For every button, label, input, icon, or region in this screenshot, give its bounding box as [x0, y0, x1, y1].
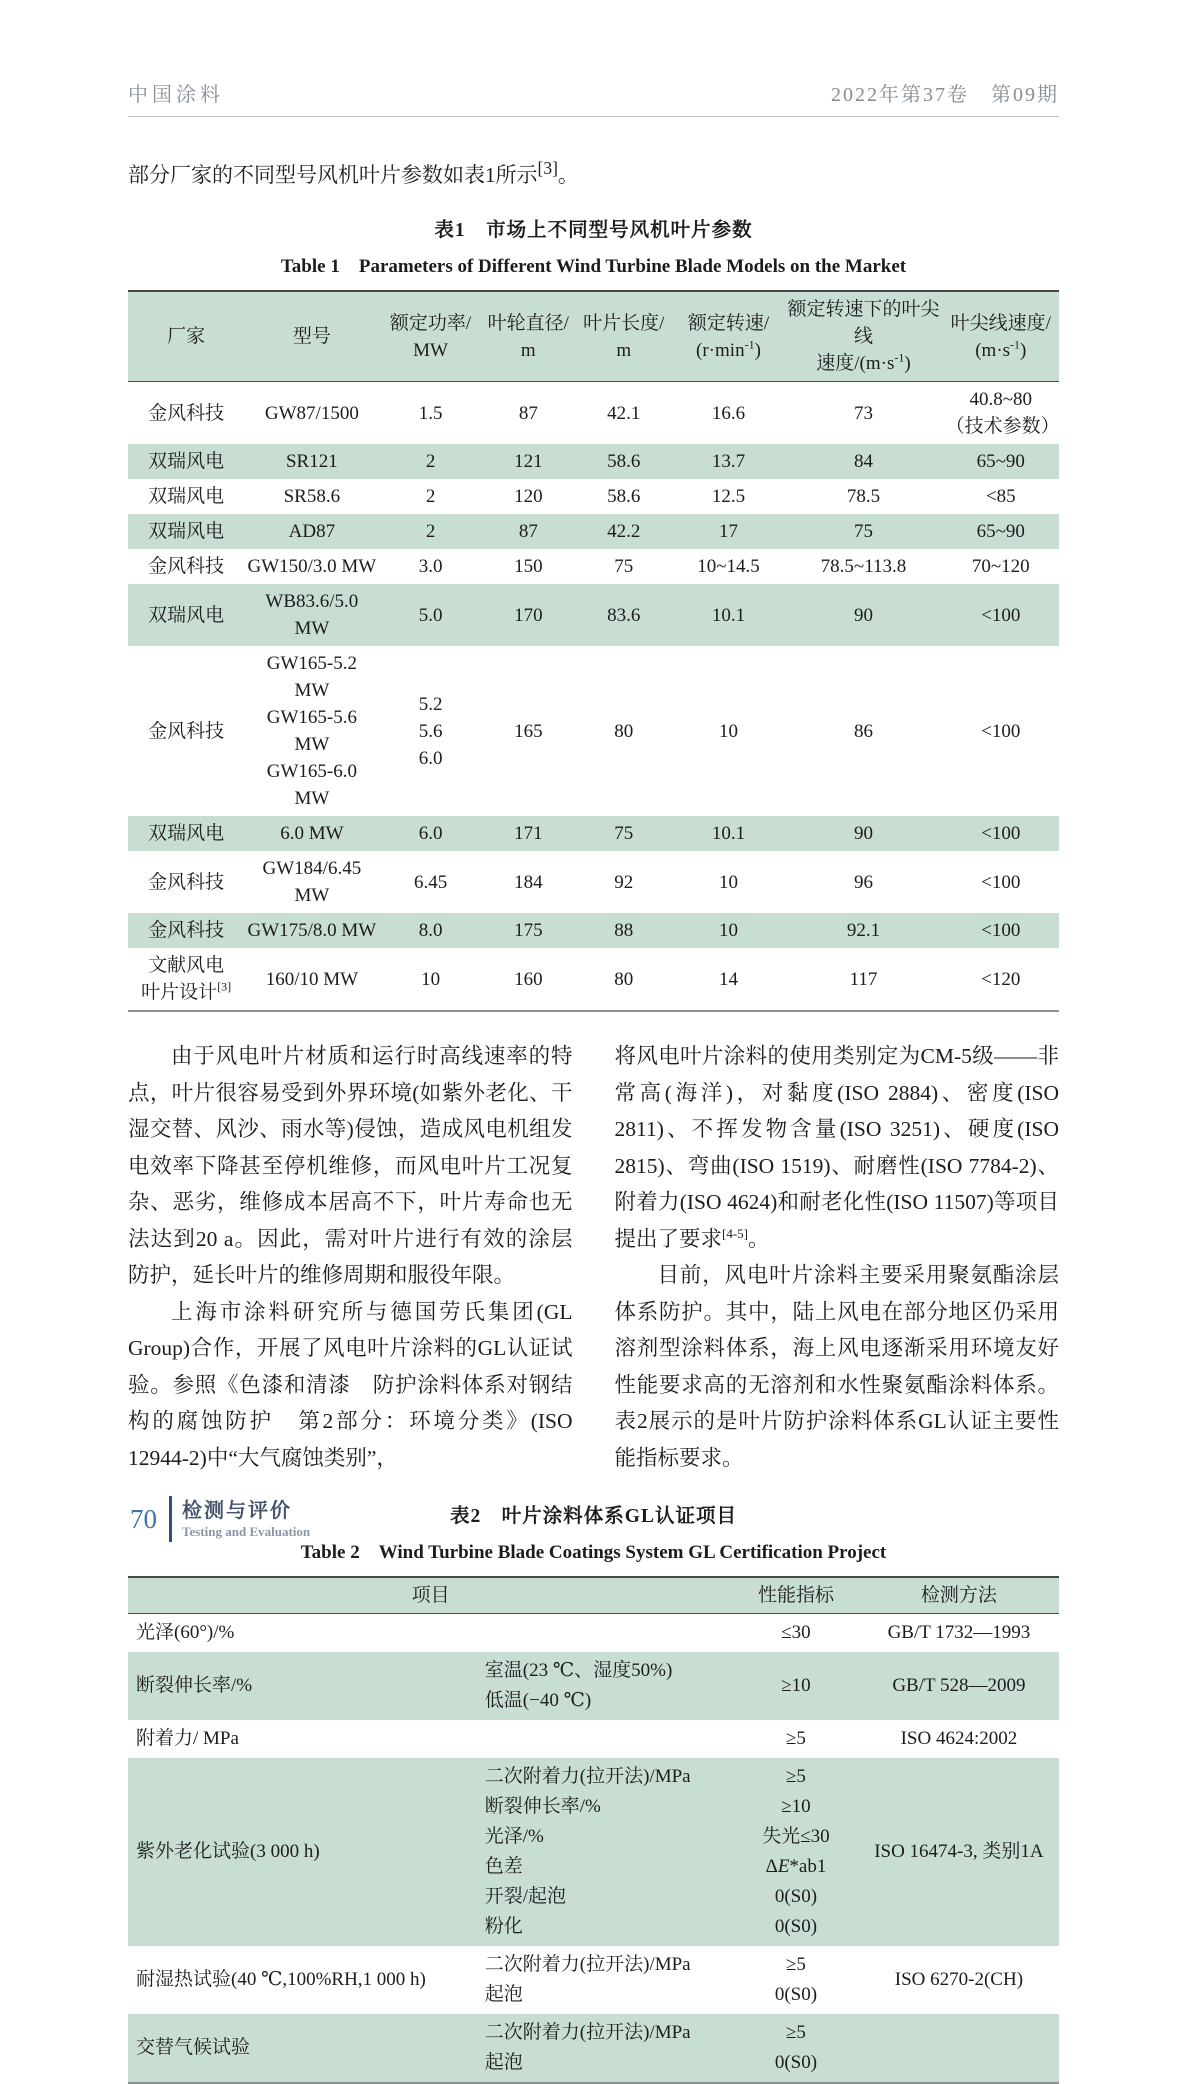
table1-cell: <100 — [981, 720, 1021, 742]
body-column-left — [128, 1038, 573, 1476]
table1-column-header: 厂家 — [167, 326, 206, 347]
table1-cell: 10 — [718, 871, 738, 893]
table1-column-header: 额定转速/ $(r\cdot\min^{-1})$ — [687, 312, 770, 361]
table2-column-header-method: 检测方法 — [920, 1585, 997, 1606]
table1-cell: GW175/8.0 MW — [247, 920, 377, 941]
table2-method-cell — [859, 2014, 1059, 2083]
table1-cell: 75 — [614, 823, 634, 844]
table1-cell: AD87 — [288, 521, 336, 542]
paragraph: 目前，风电叶片涂料主要采用聚氨酯涂层体系防护。其中，陆上风电在部分地区仍采用溶剂型涂料体系，海上风电逐渐采用环境友好性能要求高的无溶剂和水性聚氨酯涂料体系。表2展示的是叶片防护涂料体系GL认证主要性能指标要求。 — [614, 1263, 1059, 1470]
table1-cell: 6.0 — [418, 823, 443, 844]
table1-cell: 78.5 — [846, 486, 881, 507]
table1-cell: 金风科技 — [148, 920, 225, 941]
table1-cell: 16.6 — [711, 402, 746, 424]
table1-cell: 6.45 — [413, 871, 448, 893]
table1-cell: 10.1 — [711, 604, 746, 626]
table1-cell: GW150/3.0 MW — [247, 556, 377, 577]
table1-header-row — [128, 291, 1059, 382]
table1-cell: 金风科技 — [148, 720, 225, 742]
table1-row — [128, 913, 1059, 948]
table2-row — [128, 1946, 1059, 2014]
table1-cell: 88 — [614, 920, 634, 941]
table1-cell: 10~14.5 — [697, 556, 760, 577]
table1-column-header: 额定转速下的叶尖线 速度$/(m\cdot s^{-1})$ — [787, 299, 940, 374]
table1-cell: <120 — [981, 968, 1021, 990]
table1-cell: 120 — [514, 486, 543, 507]
table2 — [128, 1576, 1059, 2084]
table2-item-cell: 断裂伸长率/% — [136, 1675, 253, 1696]
table1-column-header: 叶片长度/ m — [583, 312, 665, 361]
table2-subitem-cell — [482, 1614, 733, 1653]
table1-cell: 金风科技 — [148, 871, 225, 893]
table2-caption-zh: 表2 叶片涂料体系GL认证项目 — [450, 1506, 737, 1527]
table1-cell: 双瑞风电 — [148, 604, 225, 626]
footer-divider — [169, 1496, 172, 1542]
table2-index-cell: ≥10 — [781, 1675, 811, 1696]
table1-cell: 10 — [421, 968, 441, 990]
table1-cell: 金风科技 — [148, 556, 225, 577]
table1-cell: 78.5~113.8 — [820, 556, 907, 577]
footer-section — [182, 1499, 310, 1540]
table2-item-cell: 紫外老化试验(3 000 h) — [136, 1841, 320, 1862]
table1-cell: 8.0 — [418, 920, 443, 941]
table1-cell: 双瑞风电 — [148, 486, 225, 507]
table2-subitem-cell: 二次附着力(拉开法)/MPa 断裂伸长率/% 光泽/% 色差 开裂/起泡 粉化 — [484, 1766, 691, 1937]
table1-row — [128, 479, 1059, 514]
table1-cell: 73 — [853, 402, 873, 424]
table2-row — [128, 1720, 1059, 1758]
table1-cell: 121 — [514, 451, 543, 472]
table1-cell: 75 — [853, 521, 873, 542]
table1-cell: GW184/6.45 MW — [262, 858, 362, 906]
table2-index-cell: ≥5 0(S0) — [774, 2022, 818, 2073]
table1-cell: 10 — [718, 720, 738, 742]
table1-cell: 12.5 — [711, 486, 746, 507]
intro-sentence: 部分厂家的不同型号风机叶片参数如表1所示[3]。 — [128, 158, 579, 187]
table1-cell: 17 — [718, 521, 738, 542]
table2-row — [128, 1758, 1059, 1946]
table1-cell: 42.2 — [607, 521, 641, 542]
table1-cell: 42.1 — [607, 402, 641, 424]
table2-method-cell: GB/T 528—2009 — [892, 1675, 1026, 1696]
table1-cell: 10.1 — [711, 823, 746, 844]
table1-cell: 2 — [425, 486, 436, 507]
table2-column-header-item: 项目 — [411, 1585, 450, 1606]
table1-cell: 金风科技 — [148, 402, 225, 424]
table2-method-cell: ISO 6270-2(CH) — [894, 1969, 1024, 1990]
table1-cell: 96 — [853, 871, 873, 893]
table1 — [128, 290, 1059, 1012]
paragraph: 由于风电叶片材质和运行时高线速率的特点，叶片很容易受到外界环境(如紫外老化、干湿交替、风沙、雨水等)侵蚀，造成风电机组发电效率下降甚至停机维修，而风电叶片工况复杂、恶劣，维修成本居高不下，叶片寿命也无法达到20 a。因此，需对叶片进行有效的涂层防护，延长叶片的维修周期和服役年限。 — [128, 1044, 573, 1287]
table2-row — [128, 1652, 1059, 1720]
table2-subitem-cell: 室温(23 ℃、湿度50%) 低温(−40 ℃) — [484, 1660, 673, 1711]
table2-index-cell: ≥5 ≥10 失光≤30 ΔE*ab1 0(S0) 0(S0) — [762, 1766, 830, 1937]
table1-cell: 14 — [718, 968, 738, 990]
table1-cell: 2 — [425, 451, 436, 472]
table1-cell: 5.2 5.6 6.0 — [418, 693, 443, 769]
table1-caption-en: Table 1 Parameters of Different Wind Turbine Blade Models on the Market — [280, 256, 907, 277]
paragraph: 上海市涂料研究所与德国劳氏集团(GL Group)合作，开展了风电叶片涂料的GL认证试验。参照《色漆和清漆 防护涂料体系对钢结构的腐蚀防护 第2部分：环境分类》(ISO 12944-2)中“大气腐蚀类别”， — [128, 1299, 573, 1470]
paragraph: 将风电叶片涂料的使用类别定为CM-5级——非常高(海洋)，对黏度(ISO 2884)、密度(ISO 2811)、不挥发物含量(ISO 3251)、硬度(ISO 2815)、弯曲(ISO 1519)、耐磨性(ISO 7784-2)、附着力(ISO 4624)和耐老化性(ISO 11507)等项目提出了要求[4-5]。 — [614, 1044, 1059, 1251]
table1-cell: GW165-5.2 MW GW165-5.6 MW GW165-6.0 MW — [266, 653, 357, 809]
table1-cell: SR121 — [285, 451, 338, 472]
table1-cell: 65~90 — [976, 521, 1025, 542]
table2-subitem-cell: 二次附着力(拉开法)/MPa 起泡 — [484, 1954, 691, 2005]
table2-item-cell: 附着力/ MPa — [136, 1728, 239, 1749]
table2-row — [128, 1614, 1059, 1653]
table1-cell: 65~90 — [976, 451, 1025, 472]
table1-row — [128, 514, 1059, 549]
table1-cell: 10 — [718, 920, 738, 941]
table1-cell: 171 — [514, 823, 543, 844]
table1-cell: 84 — [853, 451, 873, 472]
table1-cell: 70~120 — [971, 556, 1030, 577]
table1-cell: 90 — [853, 823, 873, 844]
body-column-right — [615, 1038, 1060, 1476]
table1-cell: 6.0 MW — [280, 823, 344, 844]
table1-cell: <85 — [985, 486, 1016, 507]
table2-method-cell: ISO 4624:2002 — [900, 1728, 1018, 1749]
page-number: 70 — [130, 1503, 157, 1534]
table1-cell: 150 — [514, 556, 543, 577]
table1-cell: 165 — [514, 720, 543, 742]
table1-cell: 92.1 — [846, 920, 881, 941]
table1-cell: 58.6 — [607, 451, 641, 472]
issue-info: 2022年第37卷 第09期 — [831, 84, 1059, 106]
table1-row — [128, 584, 1059, 646]
table1-row — [128, 948, 1059, 1011]
footer-section-en: Testing and Evaluation — [182, 1523, 311, 1539]
table1-cell: 80 — [614, 720, 634, 742]
table1-cell: 2 — [425, 521, 436, 542]
table1-cell: 86 — [853, 720, 873, 742]
table1-column-header: 叶轮直径/ m — [487, 312, 569, 361]
footer-section-zh: 检测与评价 — [182, 1499, 292, 1522]
table1-cell: <100 — [981, 604, 1021, 626]
table1-cell: 1.5 — [418, 402, 443, 424]
table1-row — [128, 851, 1059, 913]
table1-row — [128, 382, 1059, 445]
table1-cell: 170 — [514, 604, 543, 626]
table1-row — [128, 444, 1059, 479]
running-head — [128, 78, 1059, 117]
table1-cell: 92 — [614, 871, 634, 893]
table1-cell: 双瑞风电 — [148, 823, 225, 844]
table1-cell: 80 — [614, 968, 634, 990]
table1-cell: GW87/1500 — [264, 402, 359, 424]
table1-cell: 184 — [514, 871, 543, 893]
table2-item-cell: 交替气候试验 — [136, 2037, 251, 2058]
table1-row — [128, 816, 1059, 851]
table2-row — [128, 2014, 1059, 2083]
table1-cell: 58.6 — [607, 486, 641, 507]
body-text — [128, 1038, 1059, 1476]
table1-cell: 87 — [518, 521, 538, 542]
table1-cell: 5.0 — [418, 604, 443, 626]
table1-cell: 40.8~80 （技术参数） — [945, 389, 1060, 437]
table2-column-header-index: 性能指标 — [757, 1585, 834, 1606]
table1-column-header: 型号 — [292, 326, 331, 347]
table2-subitem-cell: 二次附着力(拉开法)/MPa 起泡 — [484, 2022, 691, 2073]
table1-caption — [128, 214, 1059, 278]
table1-cell: 87 — [518, 402, 538, 424]
table2-item-cell: 光泽(60°)/% — [136, 1622, 235, 1643]
table2-method-cell: GB/T 1732—1993 — [887, 1622, 1031, 1643]
table1-cell: <100 — [981, 920, 1021, 941]
table2-method-cell: ISO 16474-3, 类别1A — [874, 1841, 1044, 1862]
table1-cell: SR58.6 — [283, 486, 341, 507]
table2-subitem-cell — [482, 1720, 733, 1758]
table1-row — [128, 549, 1059, 584]
table1-row — [128, 646, 1059, 816]
table1-cell: 160 — [514, 968, 543, 990]
table1-cell: 文献风电 叶片设计[3] — [141, 955, 232, 1003]
table2-item-cell: 耐湿热试验(40 ℃,100%RH,1 000 h) — [136, 1969, 426, 1990]
table1-column-header: 额定功率/ MW — [389, 312, 472, 361]
page-footer — [130, 1496, 310, 1542]
table1-cell: WB83.6/5.0 MW — [265, 591, 359, 639]
table1-cell: 双瑞风电 — [148, 521, 225, 542]
table1-caption-zh: 表1 市场上不同型号风机叶片参数 — [434, 220, 753, 241]
table1-column-header: 叶尖线速度/ $(m\cdot s^{-1})$ — [950, 312, 1051, 361]
table1-cell: 13.7 — [711, 451, 746, 472]
table2-header-row — [128, 1577, 1059, 1614]
table1-cell: 175 — [514, 920, 543, 941]
table2-index-cell: ≥5 — [786, 1728, 806, 1749]
journal-name: 中国涂料 — [128, 84, 224, 106]
table2-index-cell: ≥5 0(S0) — [774, 1954, 818, 2005]
table1-cell: 90 — [853, 604, 873, 626]
table1-cell: 75 — [614, 556, 634, 577]
table1-cell: 双瑞风电 — [148, 451, 225, 472]
table1-cell: <100 — [981, 871, 1021, 893]
table2-index-cell: ≤30 — [781, 1622, 811, 1643]
table1-cell: 3.0 — [418, 556, 443, 577]
table2-caption-en: Table 2 Wind Turbine Blade Coatings System GL Certification Project — [300, 1542, 887, 1563]
table1-cell: <100 — [981, 823, 1021, 844]
table1-cell: 117 — [849, 968, 878, 990]
table1-cell: 160/10 MW — [265, 968, 359, 990]
table1-cell: 83.6 — [607, 604, 641, 626]
